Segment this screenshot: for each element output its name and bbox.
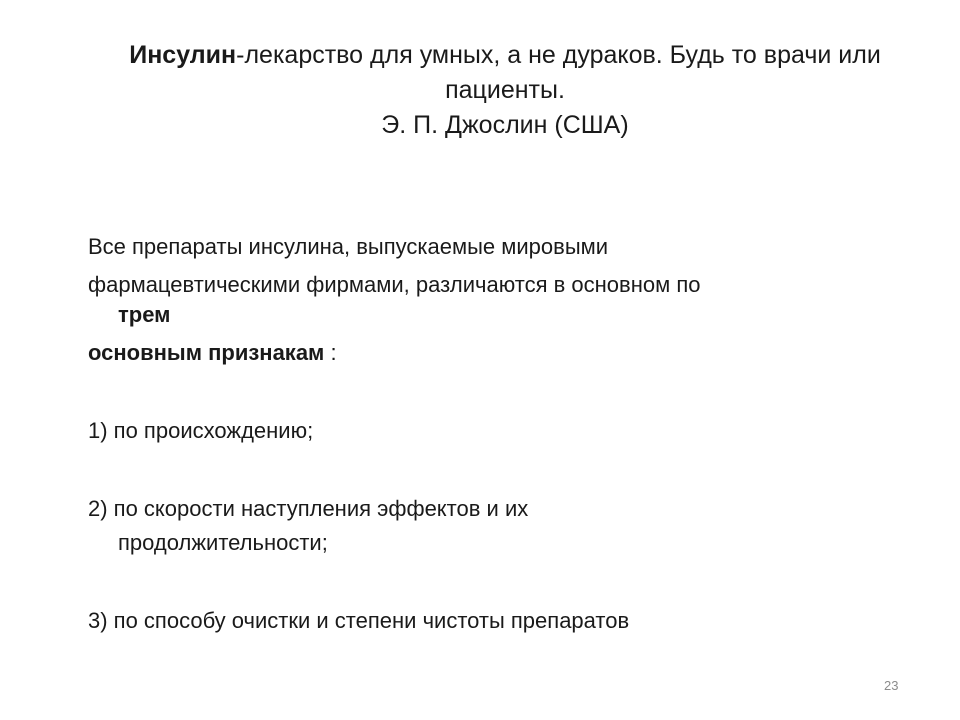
list-item-1: 1) по происхождению;	[88, 418, 314, 443]
list-item-3: 3) по способу очистки и степени чистоты препаратов	[88, 608, 630, 633]
intro-bold-2: основным признакам	[88, 340, 325, 365]
intro-line-2: фармацевтическими фирмами, различаются в основном по	[88, 272, 701, 297]
title-author: Э. П. Джослин (США)	[381, 111, 629, 139]
title-bold-word: Инсулин	[129, 41, 237, 69]
slide-title	[80, 38, 930, 143]
page-number: 23	[884, 678, 899, 693]
title-line-1	[80, 38, 930, 73]
title-line-1-rest: -лекарство для умных, а не дураков. Будь то врачи или	[236, 41, 881, 69]
intro-colon: :	[324, 340, 337, 365]
slide-body	[88, 230, 888, 638]
intro-bold-1: трем	[118, 302, 171, 327]
title-line-2: пациенты.	[445, 76, 565, 104]
intro-line-4	[88, 336, 888, 370]
list-item-2: 2) по скорости наступления эффектов и их	[88, 496, 529, 521]
intro-line-1: Все препараты инсулина, выпускаемые мировыми	[88, 234, 609, 259]
list-item-2-cont: продолжительности;	[118, 530, 328, 555]
